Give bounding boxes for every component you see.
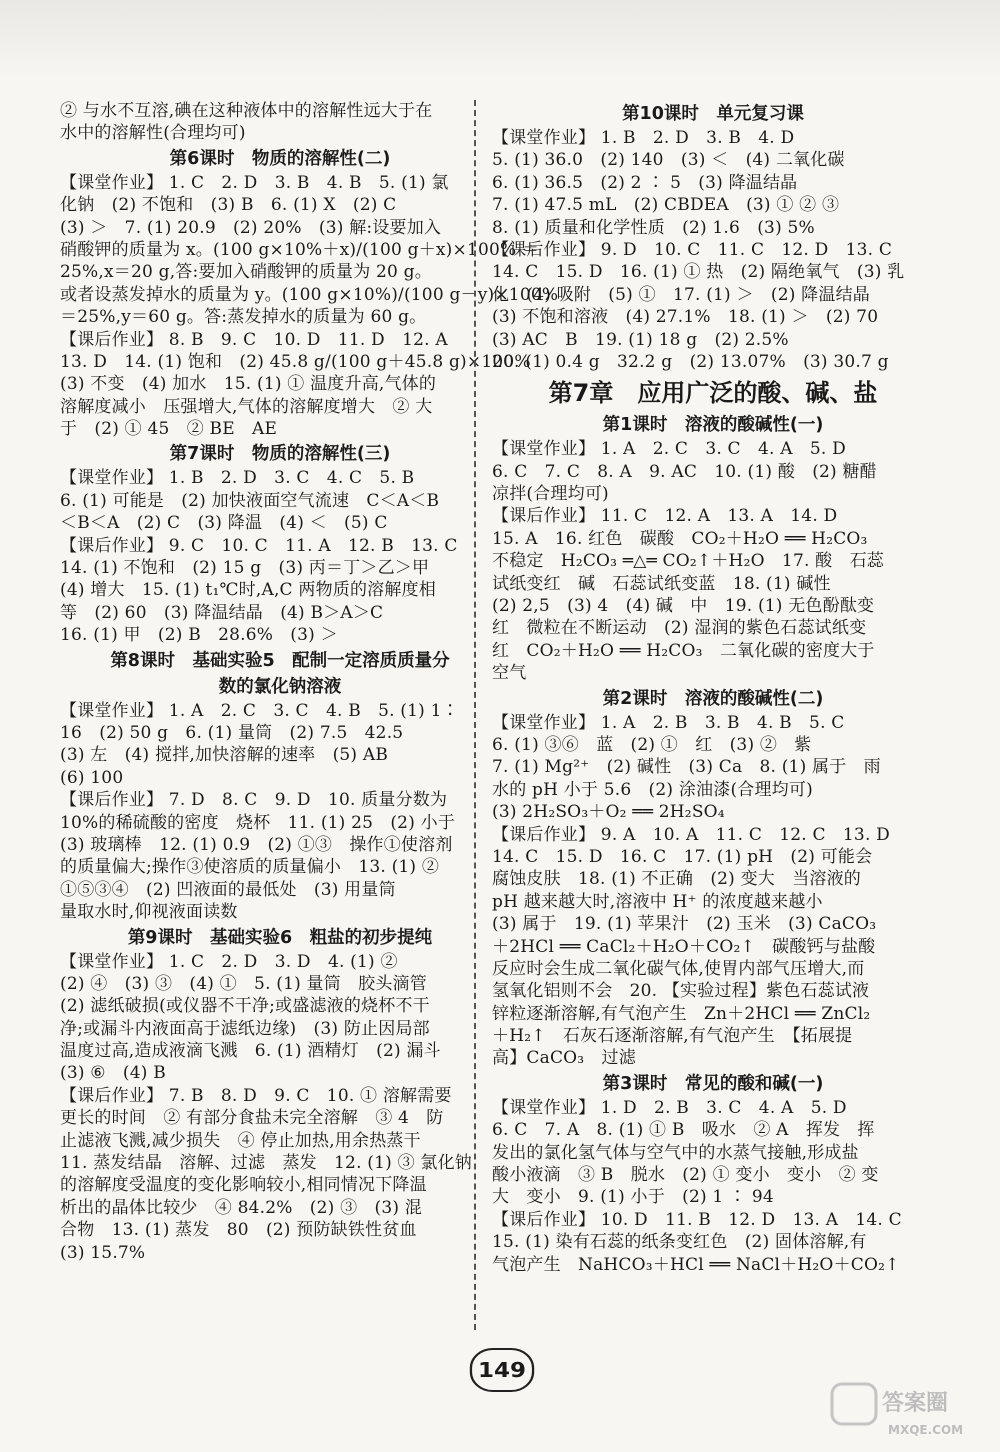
answer-line: 6. (1) 36.5 (2) 2 ∶ 5 (3) 降温结晶 <box>492 172 798 193</box>
answer-line: 【课堂作业】 1. C 2. D 3. D 4. (1) ② <box>60 951 398 972</box>
answer-line: 析出的晶体比较少 ④ 84.2% (2) ③ (3) 混 <box>60 1197 422 1218</box>
answer-line: (3) ＞ 7. (1) 20.9 (2) 20% (3) 解:设要加入 <box>60 217 442 238</box>
lesson-heading: 第1课时 溶液的酸碱性(一) <box>602 415 824 436</box>
answer-line: 发出的氯化氢气体与空气中的水蒸气接触,形成盐 <box>492 1142 859 1163</box>
answer-line: 5. (1) 36.0 (2) 140 (3) ＜ (4) 二氧化碳 <box>492 150 845 171</box>
answer-line: 7. (1) 47.5 mL (2) CBDEA (3) ① ② ③ <box>492 195 840 216</box>
answer-line: 氢氧化铝则不会 20. 【实验过程】紫色石蕊试液 <box>492 981 870 1002</box>
answer-line: 【课后作业】 9. A 10. A 11. C 12. C 13. D <box>492 824 890 845</box>
answer-line: 气泡产生 NaHCO₃＋HCl ══ NaCl＋H₂O＋CO₂↑ <box>492 1254 900 1275</box>
answer-line: (6) 100 <box>60 767 124 788</box>
answer-line: 25%,x＝20 g,答:要加入硝酸钾的质量为 20 g。 <box>60 262 432 283</box>
answer-line: (3) 不饱和溶液 (4) 27.1% 18. (1) ＞ (2) 70 <box>492 307 879 328</box>
answer-line: (3) 属于 19. (1) 苹果汁 (2) 玉米 (3) CaCO₃ <box>492 914 877 935</box>
answer-line: 净;或漏斗内液面高于滤纸边缘) (3) 防止因局部 <box>60 1018 430 1039</box>
answer-line: 合物 13. (1) 蒸发 80 (2) 预防缺铁性贫血 <box>60 1220 417 1241</box>
answer-line: ＜B＜A (2) C (3) 降温 (4) ＜ (5) C <box>60 513 388 534</box>
answer-line: 7. (1) Mg²⁺ (2) 碱性 (3) Ca 8. (1) 属于 雨 <box>492 757 881 778</box>
answer-line: ①⑤③④ (2) 凹液面的最低处 (3) 用量筒 <box>60 879 396 900</box>
answer-line: 水的 pH 小于 5.6 (2) 涂油漆(合理均可) <box>492 779 813 800</box>
answer-line: 酸小液滴 ③ B 脱水 (2) ① 变小 变小 ② 变 <box>492 1165 879 1186</box>
answer-line: 的溶解度受温度的变化影响较小,相同情况下降温 <box>60 1175 427 1196</box>
answer-line: 16. (1) 甲 (2) B 28.6% (3) ＞ <box>60 625 338 646</box>
lesson-heading: 第2课时 溶液的酸碱性(二) <box>602 688 824 709</box>
answer-line: 【课后作业】 7. D 8. C 9. D 10. 质量分数为 <box>60 790 448 811</box>
answer-line: 11. 蒸发结晶 溶解、过滤 蒸发 12. (1) ③ 氯化钠 <box>60 1153 472 1174</box>
answer-line: ② 与水不互溶,碘在这种液体中的溶解性远大于在 <box>60 101 433 121</box>
answer-line: 化钠 (2) 不饱和 (3) B 6. (1) X (2) C <box>60 195 397 216</box>
watermark-logo <box>830 1380 980 1442</box>
answer-line: 15. A 16. 红色 碳酸 CO₂＋H₂O ══ H₂CO₃ <box>492 528 868 549</box>
right-column <box>492 100 934 1276</box>
answer-line: 【课堂作业】 1. B 2. D 3. B 4. D <box>492 128 795 148</box>
answer-line: 15. (1) 染有石蕊的纸条变红色 (2) 固体溶解,有 <box>492 1232 867 1253</box>
answer-line: (3) ⑥ (4) B <box>60 1063 166 1084</box>
answer-line: 【课后作业】 11. C 12. A 13. A 14. D <box>492 506 838 527</box>
answer-line: 【课后作业】 9. C 10. C 11. A 12. B 13. C <box>60 535 458 556</box>
answer-line: ＋2HCl ══ CaCl₂＋H₂O＋CO₂↑ 碳酸钙与盐酸 <box>492 936 876 957</box>
answer-line: ＝25%,y＝60 g。答:蒸发掉水的质量为 60 g。 <box>60 307 427 328</box>
answer-line: (3) AC B 19. (1) 18 g (2) 2.5% <box>492 329 789 350</box>
answer-line: 腐蚀皮肤 18. (1) 不正确 (2) 变大 当溶液的 <box>492 869 862 890</box>
watermark-title: 答案圈 <box>882 1391 949 1416</box>
answer-line: (3) 左 (4) 搅拌,加快溶解的速率 (5) AB <box>60 745 389 766</box>
answer-line: (3) 15.7% <box>60 1242 146 1263</box>
answer-line: (2) ④ (3) ③ (4) ① 5. (1) 量筒 胶头滴管 <box>60 973 427 994</box>
answer-line: (4) 增大 15. (1) t₁℃时,A,C 两物质的溶解度相 <box>60 580 436 601</box>
lesson-heading: 第3课时 常见的酸和碱(一) <box>602 1073 824 1094</box>
answer-line: 20. (1) 0.4 g 32.2 g (2) 13.07% (3) 30.7 g <box>492 351 889 372</box>
lesson-heading: 第8课时 基础实验5 配制一定溶质质量分 <box>110 650 450 671</box>
answer-line: 高】CaCO₃ 过滤 <box>492 1048 636 1069</box>
answer-line: (2) 滤纸破损(或仪器不干净;或盛滤液的烧杯不干 <box>60 996 430 1017</box>
lesson-heading: 第9课时 基础实验6 粗盐的初步提纯 <box>127 927 433 948</box>
answer-line: 空气 <box>492 663 527 684</box>
answer-line: 【课堂作业】 1. D 2. B 3. C 4. A 5. D <box>492 1097 847 1118</box>
answer-line: 温度过高,造成液滴飞溅 6. (1) 酒精灯 (2) 漏斗 <box>60 1041 441 1062</box>
answer-line: 试纸变红 碱 石蕊试纸变蓝 18. (1) 碱性 <box>492 573 831 594</box>
answer-line: 【课后作业】 10. D 11. B 12. D 13. A 14. C <box>492 1209 902 1230</box>
answer-line: 反应时会生成二氧化碳气体,使胃内部气压增大,而 <box>492 958 865 979</box>
answer-line: 【课后作业】 7. B 8. D 9. C 10. ① 溶解需要 <box>60 1085 452 1106</box>
answer-line: 或者设蒸发掉水的质量为 y。(100 g×10%)/(100 g－y)×100% <box>60 284 559 305</box>
chapter-heading: 第7章 应用广泛的酸、碱、盐 <box>548 379 878 408</box>
answer-line: 【课后作业】 8. B 9. C 10. D 11. D 12. A <box>60 329 448 350</box>
answer-line: 化 (4) 吸附 (5) ① 17. (1) ＞ (2) 降温结晶 <box>492 284 870 305</box>
watermark-url: MXQE.COM <box>888 1423 964 1437</box>
answer-line: 更长的时间 ② 有部分食盐未完全溶解 ③ 4 防 <box>60 1108 444 1129</box>
answer-line: 溶解度减小 压强增大,气体的溶解度增大 ② 大 <box>60 396 433 417</box>
watermark-badge <box>832 1384 876 1424</box>
answer-line: 【课堂作业】 1. B 2. D 3. C 4. C 5. B <box>60 468 415 489</box>
answer-line: 6. C 7. A 8. (1) ① B 吸水 ② A 挥发 挥 <box>492 1120 875 1141</box>
answer-line: (3) 不变 (4) 加水 15. (1) ① 温度升高,气体的 <box>60 374 437 395</box>
answer-line: 14. C 15. D 16. (1) ① 热 (2) 隔绝氧气 (3) 乳 <box>492 262 905 283</box>
answer-line: 止滤液飞溅,减少损失 ④ 停止加热,用余热蒸干 <box>60 1130 421 1151</box>
answer-line: (2) 2,5 (3) 4 (4) 碱 中 19. (1) 无色酚酞变 <box>492 596 875 617</box>
answer-line: 【课堂作业】 1. C 2. D 3. B 4. B 5. (1) 氯 <box>60 172 449 193</box>
answer-line: 【课后作业】 9. D 10. C 11. C 12. D 13. C <box>492 239 893 260</box>
answer-line: 量取水时,仰视液面读数 <box>60 902 238 923</box>
answer-line: 13. D 14. (1) 饱和 (2) 45.8 g/(100 g＋45.8 g)×100% <box>60 351 531 372</box>
answer-line: 水中的溶解性(合理均可) <box>60 123 246 144</box>
answer-line: 凉拌(合理均可) <box>492 484 609 505</box>
answer-line: 6. (1) 可能是 (2) 加快液面空气流速 C＜A＜B <box>60 490 440 511</box>
answer-line: 不稳定 H₂CO₃ ═△═ CO₂↑＋H₂O 17. 酸 石蕊 <box>492 551 884 572</box>
answer-line: 6. (1) ③⑥ 蓝 (2) ① 红 (3) ② 紫 <box>492 734 812 755</box>
answer-line: 10%的稀硫酸的密度 烧杯 11. (1) 25 (2) 小于 <box>60 812 456 833</box>
page-top-shadow <box>0 0 1000 80</box>
answer-line: 红 微粒在不断运动 (2) 湿润的紫色石蕊试纸变 <box>492 618 867 639</box>
answer-line: 14. C 15. D 16. C 17. (1) pH (2) 可能会 <box>492 846 873 867</box>
lesson-heading: 数的氯化钠溶液 <box>218 676 342 697</box>
answer-line: 【课堂作业】 1. A 2. B 3. B 4. B 5. C <box>492 712 845 733</box>
column-divider <box>474 100 476 1330</box>
answer-line: 于 (2) ① 45 ② BE AE <box>60 419 278 440</box>
page-number: 149 <box>470 1348 534 1392</box>
answer-line: 红 CO₂＋H₂O ══ H₂CO₃ 二氧化碳的密度大于 <box>492 640 875 661</box>
answer-line: 大 变小 9. (1) 小于 (2) 1 ∶ 94 <box>492 1187 774 1208</box>
answer-line: 8. (1) 质量和化学性质 (2) 1.6 (3) 5% <box>492 217 815 238</box>
answer-line: ＋H₂↑ 石灰石逐渐溶解,有气泡产生 【拓展提 <box>492 1026 853 1047</box>
answer-line: 等 (2) 60 (3) 降温结晶 (4) B＞A＞C <box>60 602 384 623</box>
lesson-heading: 第7课时 物质的溶解性(三) <box>169 444 391 465</box>
answer-line: 的质量偏大;操作③使溶质的质量偏小 13. (1) ② <box>60 857 440 878</box>
answer-line: pH 越来越大时,溶液中 H⁺ 的浓度越来越小 <box>492 891 823 912</box>
lesson-heading: 第6课时 物质的溶解性(二) <box>169 148 391 169</box>
answer-line: 16 (2) 50 g 6. (1) 量筒 (2) 7.5 42.5 <box>60 722 404 743</box>
answer-line: (3) 玻璃棒 12. (1) 0.9 (2) ①③ 操作①使溶剂 <box>60 834 453 855</box>
lesson-heading: 第10课时 单元复习课 <box>622 104 804 124</box>
answer-line: 硝酸钾的质量为 x。(100 g×10%＋x)/(100 g＋x)×100% ＝ <box>60 239 540 260</box>
answer-line: 锌粒逐渐溶解,有气泡产生 Zn＋2HCl ══ ZnCl₂ <box>492 1003 871 1024</box>
answer-line: 【课堂作业】 1. A 2. C 3. C 4. A 5. D <box>492 439 846 460</box>
answer-line: 【课堂作业】 1. A 2. C 3. C 4. B 5. (1) 1∶ <box>60 700 459 721</box>
answer-line: (3) 2H₂SO₃＋O₂ ══ 2H₂SO₄ <box>492 802 725 823</box>
answer-line: 6. C 7. C 8. A 9. AC 10. (1) 酸 (2) 糖醋 <box>492 461 877 482</box>
answer-line: 14. (1) 不饱和 (2) 15 g (3) 丙＝丁＞乙＞甲 <box>60 558 430 579</box>
